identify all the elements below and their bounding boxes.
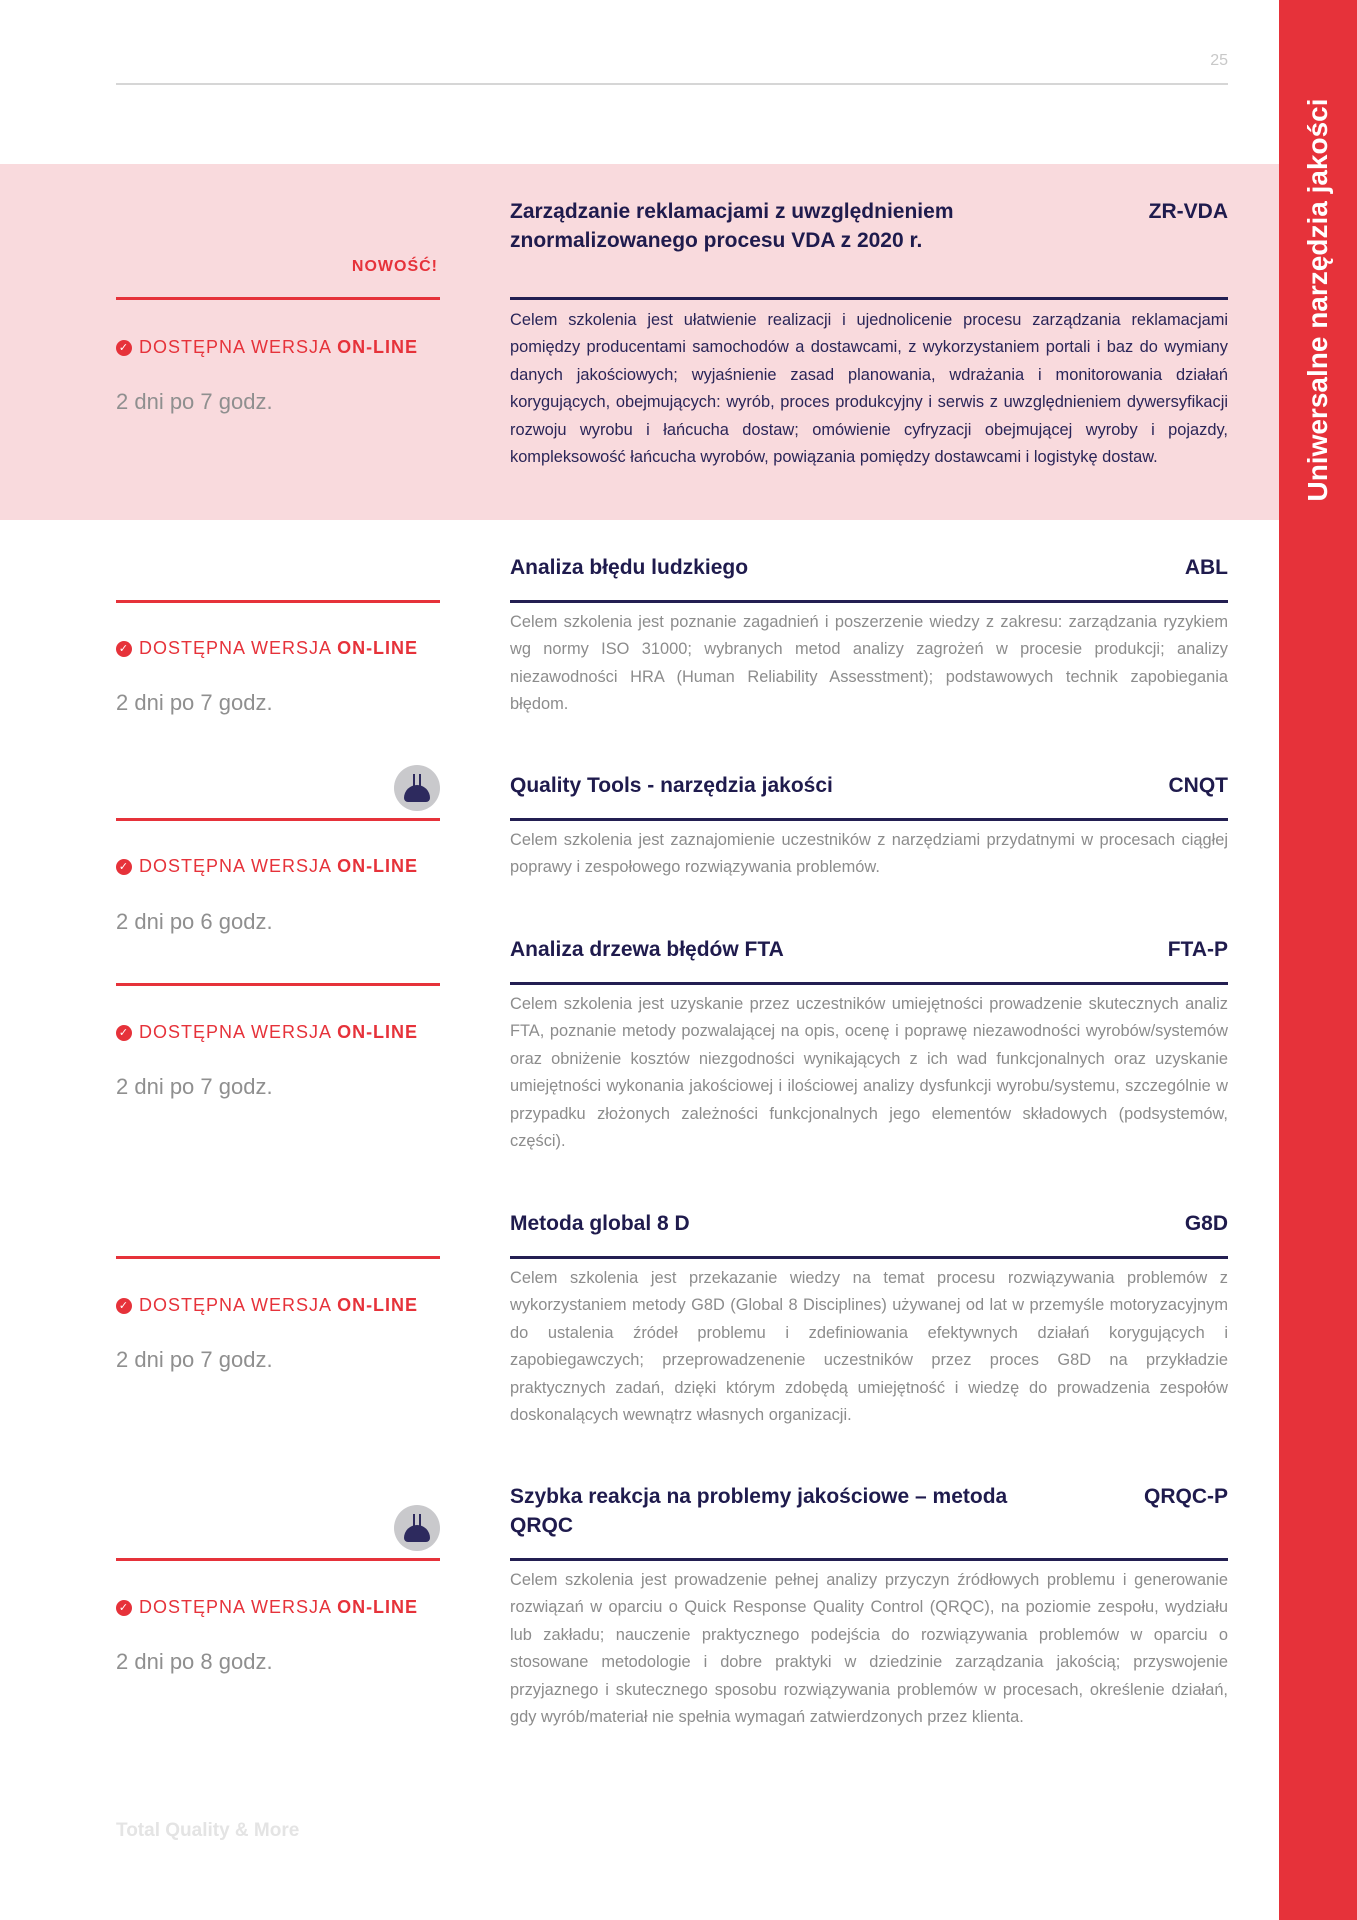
title-divider <box>510 297 1228 300</box>
check-circle-icon: ✓ <box>116 641 132 657</box>
left-divider <box>116 1256 440 1259</box>
course-code: QRQC-P <box>1144 1485 1228 1508</box>
course-code: FTA-P <box>1167 938 1228 961</box>
course-description: Celem szkolenia jest ułatwienie realizacji i ujednolicenie procesu zarządzania reklamacjami pomiędzy producentami samochodów a dostawcami, z wykorzystaniem portali i baz do wymiany danych jakościowych; wyjaśnienie zasad planowania, wdrażania i monitorowania działań korygujących, obejmujących: wyrób, proces produkcyjny i serwis z uwzględnieniem dywersyfikacji rozwoju wyrobu i łańcucha dostaw; omówienie cyfryzacji obejmującej wyroby i pojazdy, kompleksowość łańcucha wyrobów, powiązania pomiędzy dostawcami i logistykę dostaw. <box>510 311 1228 467</box>
course-code: ZR-VDA <box>1148 200 1228 223</box>
online-emphasis: ON-LINE <box>337 1597 419 1617</box>
duration: 2 dni po 8 godz. <box>116 1649 273 1674</box>
course-code: G8D <box>1184 1212 1228 1235</box>
course-title: Quality Tools - narzędzia jakości <box>510 774 833 797</box>
online-availability <box>116 1022 418 1043</box>
duration: 2 dni po 6 godz. <box>116 909 273 934</box>
online-availability <box>116 1295 418 1316</box>
duration: 2 dni po 7 godz. <box>116 690 273 715</box>
online-availability <box>116 1597 418 1618</box>
online-emphasis: ON-LINE <box>337 638 419 658</box>
title-divider <box>510 1256 1228 1259</box>
left-divider <box>116 818 440 821</box>
tools-gear-icon <box>394 765 440 811</box>
online-prefix: DOSTĘPNA WERSJA <box>139 638 332 658</box>
course-code: CNQT <box>1168 774 1228 797</box>
title-divider <box>510 982 1228 985</box>
left-divider <box>116 600 440 603</box>
online-availability <box>116 638 418 659</box>
course-title: Metoda global 8 D <box>510 1212 690 1235</box>
title-divider <box>510 1558 1228 1561</box>
check-circle-icon: ✓ <box>116 1025 132 1041</box>
course-title: Szybka reakcja na problemy jakościowe – metoda QRQC <box>510 1485 1008 1537</box>
course-description: Celem szkolenia jest zaznajomienie uczestników z narzędziami przydatnymi w procesach ciągłej poprawy i zespołowego rozwiązywania problemów. <box>510 831 1228 877</box>
online-emphasis: ON-LINE <box>337 856 419 876</box>
course-description: Celem szkolenia jest prowadzenie pełnej analizy przyczyn źródłowych problemu i generowanie rozwiązań w oparciu o Quick Response Quality Control (QRQC), na poziomie zespołu, wydziału lub zakładu; nauczenie praktycznego podejścia do rozwiązywania problemów w oparciu o stosowane metodologie i dobre praktyki w dziedzinie zarządzania jakością; przyswojenie przyjaznego i skutecznego sposobu rozwiązywania problemów w procesach, określenie działań, gdy wyrób/materiał nie spełnia wymagań zatwierdzonych przez klienta. <box>510 1571 1228 1727</box>
course-code: ABL <box>1184 556 1228 579</box>
duration: 2 dni po 7 godz. <box>116 1074 273 1099</box>
online-availability <box>116 856 418 877</box>
online-prefix: DOSTĘPNA WERSJA <box>139 1295 332 1315</box>
course-description: Celem szkolenia jest przekazanie wiedzy na temat procesu rozwiązywania problemów z wykorzystaniem metody G8D (Global 8 Disciplines) używanej od lat w przemyśle motoryzacyjnym do ustalenia źródeł problemu i zdefiniowania efektywnych działań korygujących i zapobiegawczych; przeprowadzenenie uczestników przez proces G8D na przykładzie praktycznych zadań, dzięki którym zdobędą umiejętność i wiedzę do prowadzenia zespołów doskonalących wewnątrz własnych organizacji. <box>510 1269 1228 1425</box>
online-emphasis: ON-LINE <box>337 1295 419 1315</box>
course-title: Analiza drzewa błędów FTA <box>510 938 784 961</box>
online-prefix: DOSTĘPNA WERSJA <box>139 856 332 876</box>
new-badge: NOWOŚĆ! <box>351 258 438 275</box>
online-emphasis: ON-LINE <box>337 1022 419 1042</box>
title-divider <box>510 818 1228 821</box>
online-availability <box>116 337 418 358</box>
sidebar <box>1279 0 1357 1920</box>
check-circle-icon: ✓ <box>116 340 132 356</box>
duration: 2 dni po 7 godz. <box>116 1347 273 1372</box>
online-prefix: DOSTĘPNA WERSJA <box>139 1022 332 1042</box>
top-divider <box>116 83 1228 85</box>
course-description: Celem szkolenia jest poznanie zagadnień i poszerzenie wiedzy z zakresu: zarządzania ryzykiem wg normy ISO 31000; wybranych metod analizy zagrożeń w procesie produkcji; analizy niezawodności HRA (Human Reliability Assesstment); podstawowych technik zapobiegania błędom. <box>510 613 1228 714</box>
title-divider <box>510 600 1228 603</box>
online-prefix: DOSTĘPNA WERSJA <box>139 337 332 357</box>
course-title: Zarządzanie reklamacjami z uwzględnieniem znormalizowanego procesu VDA z 2020 r. <box>510 200 954 252</box>
check-circle-icon: ✓ <box>116 1600 132 1616</box>
check-circle-icon: ✓ <box>116 859 132 875</box>
online-prefix: DOSTĘPNA WERSJA <box>139 1597 332 1617</box>
sidebar-title: Uniwersalne narzędzia jakości <box>1302 98 1333 502</box>
course-description: Celem szkolenia jest uzyskanie przez uczestników umiejętności prowadzenie skutecznych analiz FTA, poznanie metody pozwalającej na opis, ocenę i poprawę niezawodności wyrobów/systemów oraz obniżenie kosztów niezgodności wynikających z ich wad funkcjonalnych oraz uzyskanie umiejętności wykonania jakościowej i ilościowej analizy dysfunkcji wyrobu/systemu, szczególnie w przypadku złożonych zależności funkcjonalnych jego elementów składowych (podsystemów, części). <box>510 995 1228 1151</box>
check-circle-icon: ✓ <box>116 1298 132 1314</box>
online-emphasis: ON-LINE <box>337 337 419 357</box>
course-title: Analiza błędu ludzkiego <box>510 556 749 579</box>
left-divider <box>116 297 440 300</box>
footer-brand: Total Quality & More <box>116 1820 300 1841</box>
left-divider <box>116 983 440 986</box>
left-divider <box>116 1558 440 1561</box>
duration: 2 dni po 7 godz. <box>116 389 273 414</box>
page-number: 25 <box>1210 52 1228 69</box>
tools-gear-icon <box>394 1505 440 1551</box>
